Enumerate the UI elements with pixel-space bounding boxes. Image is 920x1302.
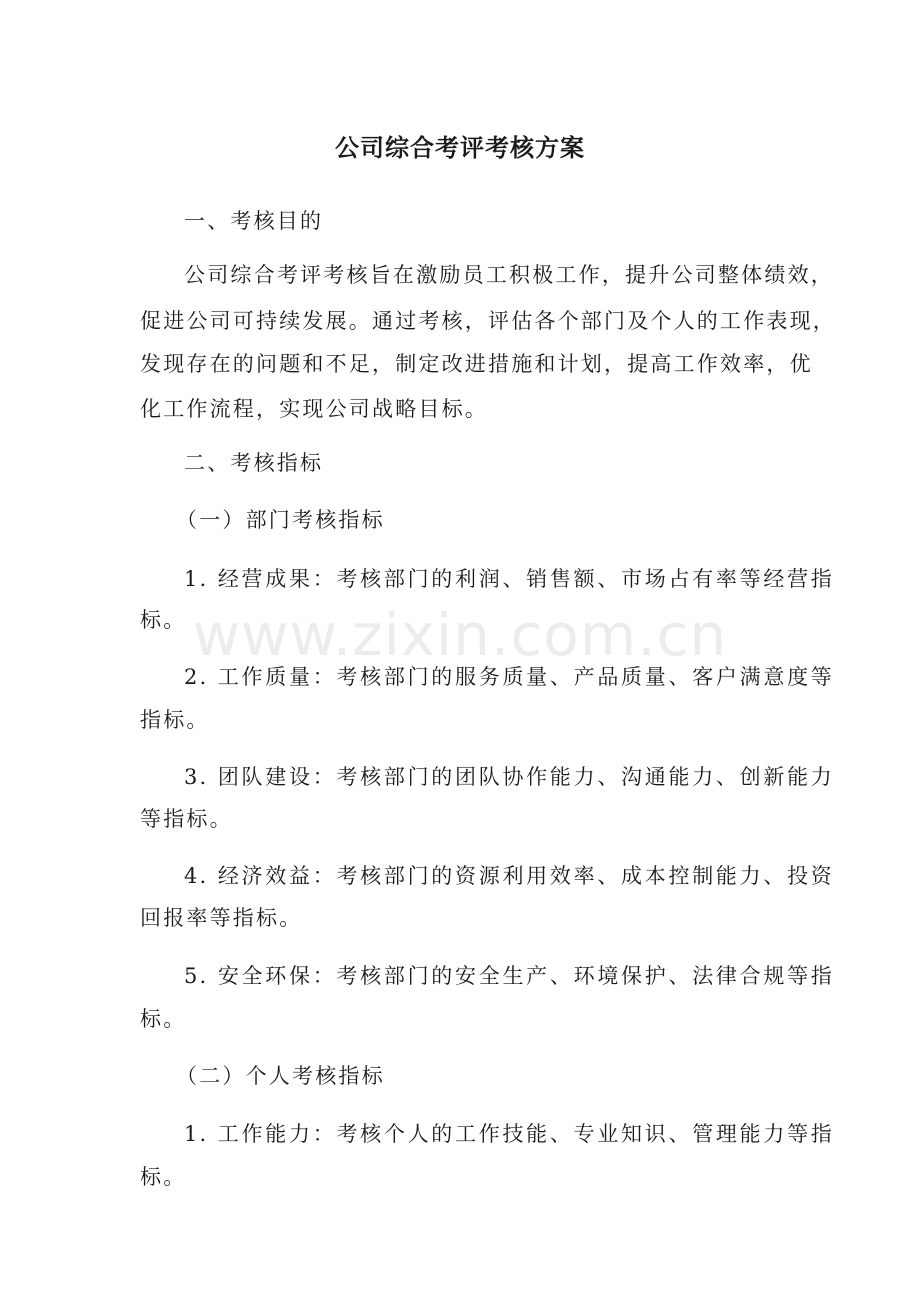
- list-item-line: 回报率等指标。: [140, 906, 303, 930]
- list-item-line: 4. 经济效益：考核部门的资源利用效率、成本控制能力、投资: [184, 864, 834, 888]
- document-title: 公司综合考评考核方案: [335, 134, 585, 162]
- list-item-line: 标。: [140, 1007, 187, 1031]
- list-item-line: 等指标。: [140, 807, 233, 831]
- watermark: www.zixin.com.cn: [192, 601, 728, 669]
- list-item-line: 1. 经营成果：考核部门的利润、销售额、市场占有率等经营指: [184, 567, 834, 591]
- list-item-line: 标。: [140, 608, 187, 632]
- list-item-line: 指标。: [140, 708, 210, 732]
- subsection-heading-department: （一）部门考核指标: [176, 508, 385, 532]
- paragraph-line: 发现存在的问题和不足，制定改进措施和计划，提高工作效率，优: [140, 352, 813, 376]
- list-item-line: 3. 团队建设：考核部门的团队协作能力、沟通能力、创新能力: [184, 765, 834, 789]
- paragraph-line: 促进公司可持续发展。通过考核，评估各个部门及个人的工作表现，: [140, 309, 836, 333]
- list-item-line: 1. 工作能力：考核个人的工作技能、专业知识、管理能力等指: [184, 1122, 834, 1146]
- list-item-line: 2. 工作质量：考核部门的服务质量、产品质量、客户满意度等: [184, 665, 834, 689]
- paragraph-line: 公司综合考评考核旨在激励员工积极工作，提升公司整体绩效，: [184, 263, 834, 287]
- list-item-line: 标。: [140, 1165, 187, 1189]
- section-heading-indicators: 二、考核指标: [184, 451, 324, 475]
- section-heading-purpose: 一、考核目的: [184, 209, 324, 233]
- list-item-line: 5. 安全环保：考核部门的安全生产、环境保护、法律合规等指: [184, 964, 834, 988]
- subsection-heading-personal: （二）个人考核指标: [176, 1064, 385, 1088]
- paragraph-line: 化工作流程，实现公司战略目标。: [140, 397, 488, 421]
